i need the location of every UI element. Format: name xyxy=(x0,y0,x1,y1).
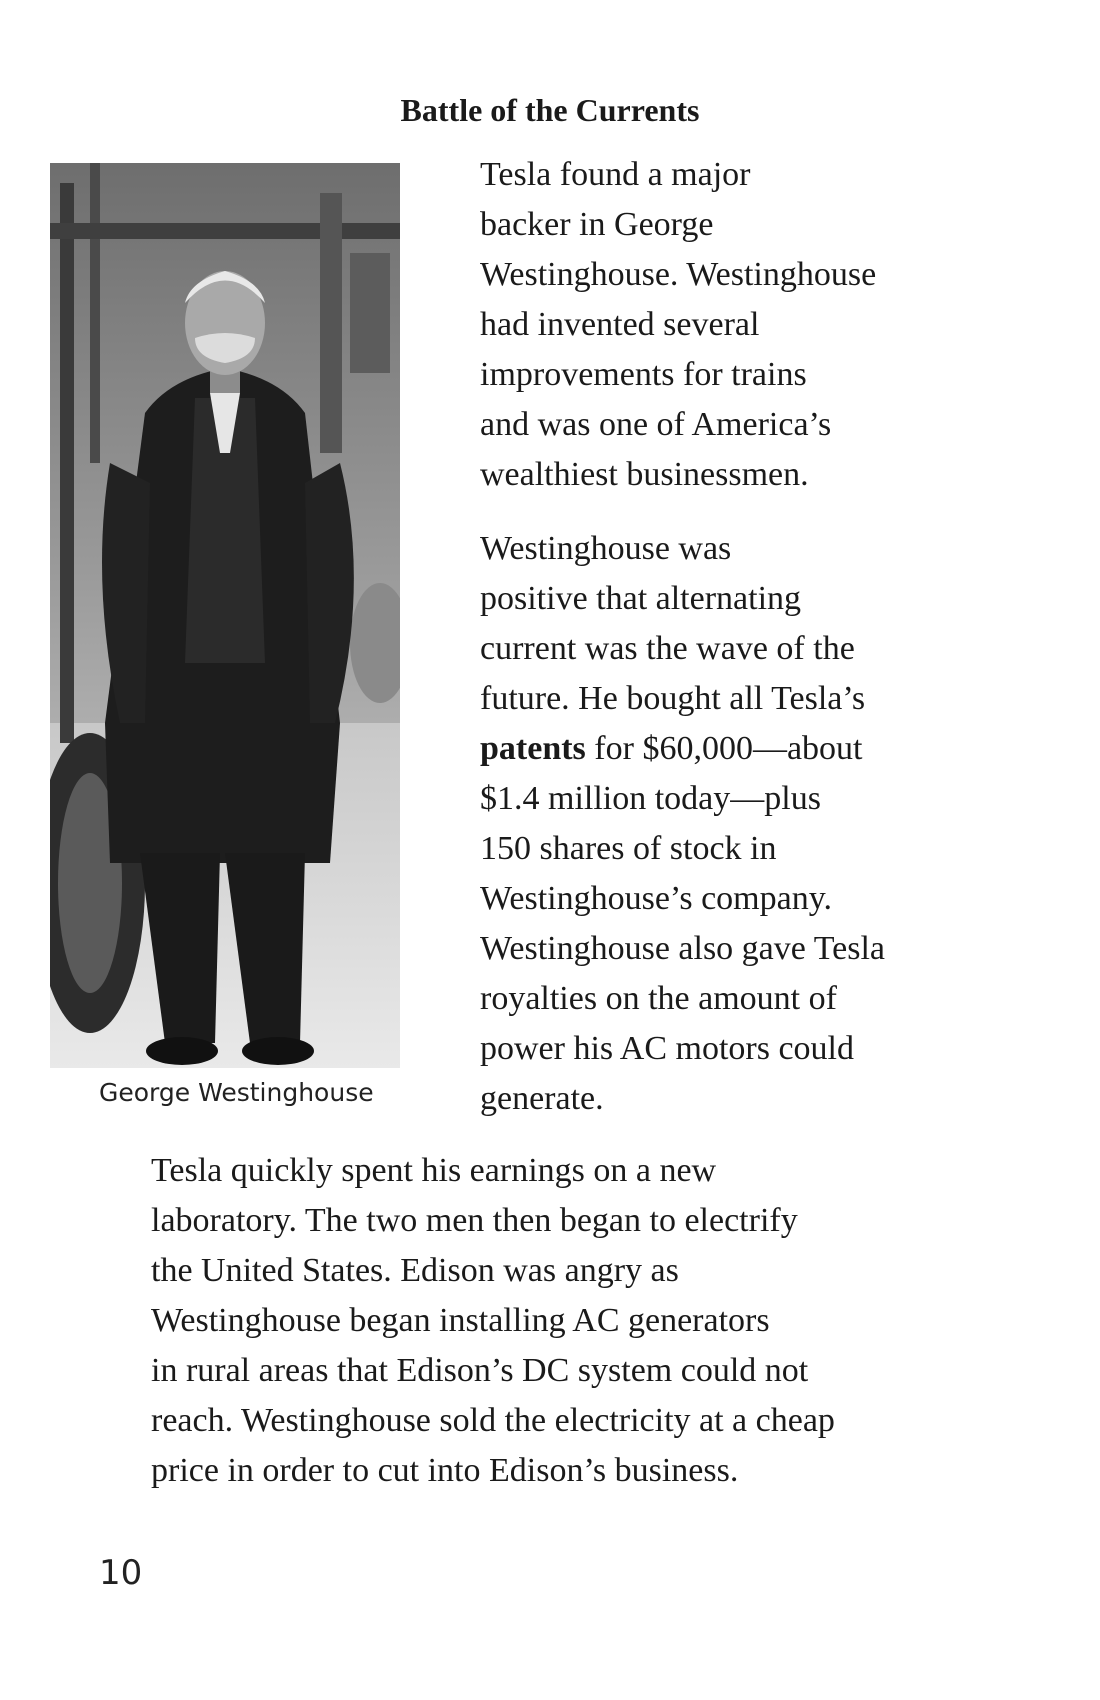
section-heading: Battle of the Currents xyxy=(400,92,700,128)
text-line: backer in George xyxy=(480,206,714,243)
text-line: Westinghouse also gave Tesla xyxy=(480,930,885,967)
photo-caption: George Westinghouse xyxy=(99,1078,374,1107)
text-line: generate. xyxy=(480,1080,604,1117)
text-line: had invented several xyxy=(480,306,760,343)
glossary-term-patents: patents xyxy=(480,730,586,767)
text-line: royalties on the amount of xyxy=(480,980,837,1017)
text-fragment: for $60,000—about xyxy=(585,730,863,767)
text-line: Tesla found a major xyxy=(480,156,751,193)
paragraph-2 xyxy=(428,524,898,1124)
text-line: power his AC motors could xyxy=(480,1030,854,1067)
text-line: and was one of America’s xyxy=(480,406,832,443)
text-line: in rural areas that Edison’s DC system could not xyxy=(151,1352,809,1389)
text-line: Westinghouse was xyxy=(480,530,732,567)
text-line: positive that alternating xyxy=(480,580,802,617)
text-line: future. He bought all Tesla’s xyxy=(480,680,866,717)
text-line: Westinghouse. Westinghouse xyxy=(480,256,877,293)
text-line: improvements for trains xyxy=(480,356,807,393)
paragraph-3 xyxy=(99,1146,899,1496)
text-line: price in order to cut into Edison’s business. xyxy=(151,1452,739,1489)
text-line: Westinghouse’s company. xyxy=(480,880,833,917)
text-line: Westinghouse began installing AC generators xyxy=(151,1302,770,1339)
text-line: current was the wave of the xyxy=(480,630,855,667)
text-line: laboratory. The two men then began to electrify xyxy=(151,1202,798,1239)
text-line: $1.4 million today—plus xyxy=(480,780,821,817)
side-text-column xyxy=(428,150,898,1124)
text-line: Tesla quickly spent his earnings on a new xyxy=(151,1152,717,1189)
westinghouse-photo xyxy=(50,163,400,1068)
page-number: 10 xyxy=(99,1553,143,1593)
text-line: reach. Westinghouse sold the electricity at a cheap xyxy=(151,1402,835,1439)
text-line: wealthiest businessmen. xyxy=(480,456,809,493)
text-line: the United States. Edison was angry as xyxy=(151,1252,679,1289)
paragraph-1 xyxy=(428,150,898,500)
text-line xyxy=(428,724,898,774)
text-line: 150 shares of stock in xyxy=(480,830,777,867)
